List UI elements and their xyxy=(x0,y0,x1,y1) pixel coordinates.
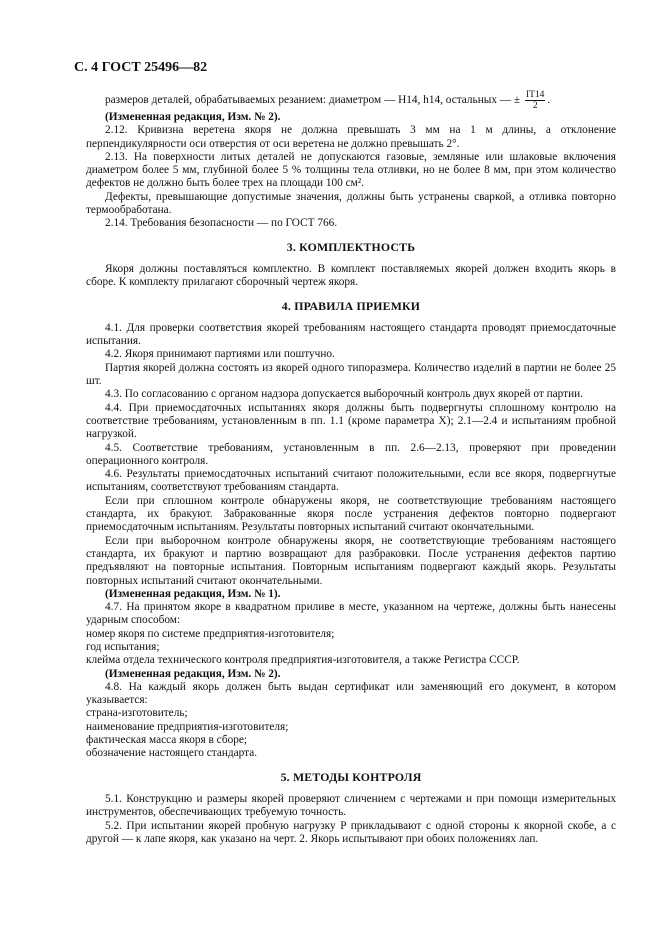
revision-note: (Измененная редакция, Изм. № 2). xyxy=(105,667,281,680)
paragraph-2-13: 2.13. На поверхности литых деталей не допускаются газовые, земляные или шлаковые включения диаметром более 5 мм, глубиной более 5 % толщины тела отливки, но не более 8 мм, при этом количество дефектов не должно быть более трех на площади 100 см². xyxy=(86,150,616,190)
continuation-text: размеров деталей, обрабатываемых резанием: диаметром — H14, h14, остальных — ± xyxy=(105,94,521,107)
document-body xyxy=(86,90,616,846)
fraction-numerator: IT14 xyxy=(525,90,545,100)
section-heading-3: 3. КОМПЛЕКТНОСТЬ xyxy=(286,239,416,254)
paragraph-4-2b: Партия якорей должна состоять из якорей одного типоразмера. Количество изделий в партии не более 25 шт. xyxy=(86,361,616,388)
paragraph-2-14: 2.14. Требования безопасности — по ГОСТ 766. xyxy=(105,217,338,230)
page-header: С. 4 ГОСТ 25496—82 xyxy=(74,60,208,75)
paragraph-4-1: 4.1. Для проверки соответствия якорей требованиям настоящего стандарта проводят приемосдаточные испытания. xyxy=(86,321,616,348)
revision-note: (Измененная редакция, Изм. № 1). xyxy=(105,587,281,600)
continuation-end: . xyxy=(547,94,551,107)
paragraph-2-12: 2.12. Кривизна веретена якоря не должна превышать 3 мм на 1 м длины, а отклонение перпендикулярности оси отверстия от оси веретена не должно превышать 2°. xyxy=(86,124,616,150)
paragraph-5-1: 5.1. Конструкцию и размеры якорей проверяют сличением с чертежами и при помощи измерительных инструментов, обеспечивающих требуемую точность. xyxy=(86,792,616,819)
fraction-denominator: 2 xyxy=(532,101,538,111)
revision-note: (Измененная редакция, Изм. № 2). xyxy=(105,111,281,123)
list-item: номер якоря по системе предприятия-изготовителя; xyxy=(86,627,335,640)
paragraph-defects: Дефекты, превышающие допустимые значения, должны быть устранены сваркой, а отливка повторно термообработана. xyxy=(86,190,616,217)
fraction-it14-over-2 xyxy=(525,90,545,111)
paragraph-continuation xyxy=(86,90,616,111)
paragraph-4-3: 4.3. По согласованию с органом надзора допускается выборочный контроль двух якорей от партии. xyxy=(105,388,583,401)
list-item: наименование предприятия-изготовителя; xyxy=(86,720,289,733)
paragraph-4-6: 4.6. Результаты приемосдаточных испытаний считают положительными, если все якоря, подвергнутые испытаниям, соответствуют требованиям стандарта. xyxy=(86,468,616,494)
paragraph-4-6b: Если при сплошном контроле обнаружены якоря, не соответствующие требованиям настоящего стандарта, их бракуют. Забракованные якоря после устранения дефектов повторно подвергают приемосдаточным испытаниям. Результаты повторных испытаний считают окончательными. xyxy=(86,494,616,534)
paragraph-4-7: 4.7. На принятом якоре в квадратном приливе в месте, указанном на чертеже, должны быть нанесены ударным способом: xyxy=(86,601,616,627)
list-item: клейма отдела технического контроля предприятия-изготовителя, а также Регистра СССР. xyxy=(86,654,520,667)
section-heading-4: 4. ПРАВИЛА ПРИЕМКИ xyxy=(281,298,421,313)
section-heading-5: 5. МЕТОДЫ КОНТРОЛЯ xyxy=(280,769,422,784)
paragraph-5-2: 5.2. При испытании якорей пробную нагрузку P прикладывают с одной стороны к якорной скобе, а с другой — к лапе якоря, как указано на черт. 2. Якорь испытывают при обоих положениях лап. xyxy=(86,819,616,845)
list-item: фактическая масса якоря в сборе; xyxy=(86,734,248,747)
paragraph-4-8: 4.8. На каждый якорь должен быть выдан сертификат или заменяющий его документ, в котором указывается: xyxy=(86,680,616,707)
paragraph-4-5: 4.5. Соответствие требованиям, установленным в пп. 2.6—2.13, проверяют при проведении операционного контроля. xyxy=(86,441,616,467)
list-item: страна-изготовитель; xyxy=(86,707,188,720)
list-item: год испытания; xyxy=(86,640,160,653)
paragraph-3: Якоря должны поставляться комплектно. В комплект поставляемых якорей должен входить якорь в сборе. К комплекту прилагают сборочный чертеж якоря. xyxy=(86,262,616,289)
list-item: обозначение настоящего стандарта. xyxy=(86,747,258,760)
paragraph-4-4: 4.4. При приемосдаточных испытаниях якоря должны быть подвергнуты сплошному контролю на соответствие требованиям, установленным в пп. 1.1 (кроме параметра X); 2.1—2.4 и испытаниям пробной нагрузкой. xyxy=(86,401,616,441)
paragraph-4-2: 4.2. Якоря принимают партиями или поштучно. xyxy=(105,348,335,361)
paragraph-4-6c: Если при выборочном контроле обнаружены якоря, не соответствующие требованиям настоящего стандарта, их бракуют и партию возвращают для разбраковки. После устранения дефектов партию предъявляют на повторные испытания. Повторным испытаниям подвергают каждый якорь. Результаты повторных испытаний считают окончательными. xyxy=(86,534,616,587)
